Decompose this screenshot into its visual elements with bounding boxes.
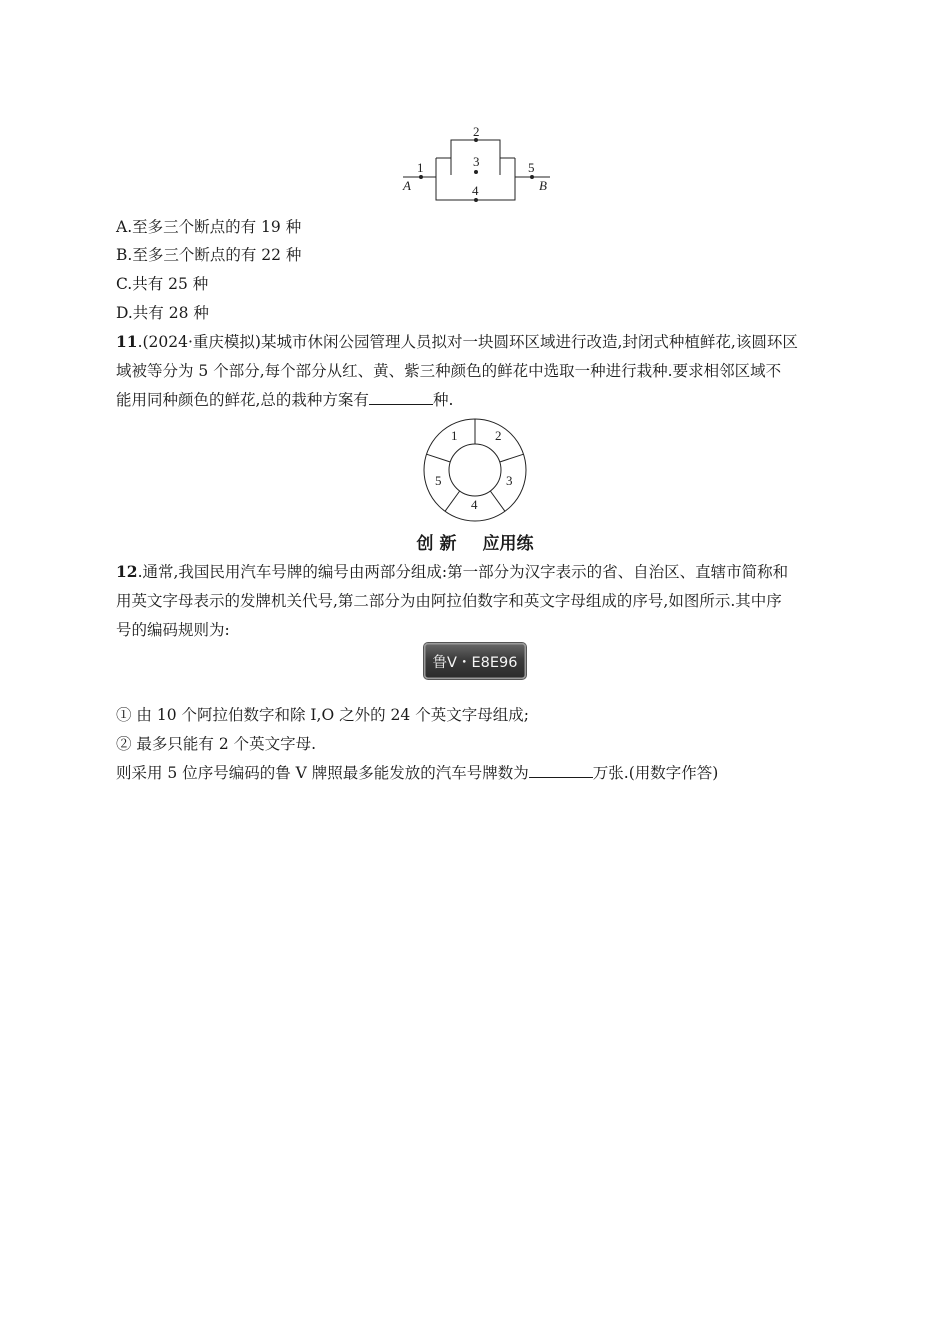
- section-title: 创新 应用练: [416, 534, 534, 554]
- ring-label-5: 5: [435, 473, 442, 488]
- q11-line3: 能用同种颜色的鲜花,总的栽种方案有 种.: [116, 391, 454, 409]
- label-4: 4: [472, 183, 479, 198]
- label-3: 3: [473, 154, 480, 169]
- label-2: 2: [473, 124, 480, 139]
- point-5: [530, 175, 534, 179]
- ring-label-2: 2: [495, 428, 502, 443]
- rule-2: ② 最多只能有 2 个英文字母.: [116, 735, 317, 753]
- license-plate: [424, 643, 526, 679]
- ring-diagram: [418, 418, 532, 522]
- ring-label-4: 4: [471, 497, 478, 512]
- rule-1: ① 由 10 个阿拉伯数字和除 I,O 之外的 24 个英文字母组成;: [116, 706, 529, 724]
- q11-number: 11: [116, 332, 138, 351]
- point-4: [474, 198, 478, 202]
- q12-line2: 用英文字母表示的发牌机关代号,第二部分为由阿拉伯数字和英文字母组成的序号,如图所示.其中序: [116, 592, 782, 610]
- option-b: B.至多三个断点的有 22 种: [116, 246, 302, 264]
- q12-line1: 12.通常,我国民用汽车号牌的编号由两部分组成:第一部分为汉字表示的省、自治区、直辖市简称和: [116, 562, 789, 581]
- ring-label-3: 3: [506, 473, 513, 488]
- label-1: 1: [417, 160, 424, 175]
- label-b: B: [539, 178, 547, 193]
- plate-text: 鲁V・E8E96: [432, 654, 518, 671]
- label-a: A: [403, 178, 411, 193]
- q12-number: 12: [116, 562, 138, 581]
- answer-blank[interactable]: [369, 390, 433, 405]
- point-1: [419, 175, 423, 179]
- label-5: 5: [528, 160, 535, 175]
- q11-line1: 11.(2024·重庆模拟)某城市休闲公园管理人员拟对一块圆环区域进行改造,封闭式种植鲜花,该圆环区: [116, 332, 798, 351]
- ring-label-1: 1: [451, 428, 458, 443]
- q12-line3: 号的编码规则为:: [116, 621, 230, 639]
- option-a: A.至多三个断点的有 19 种: [116, 218, 302, 236]
- option-c: C.共有 25 种: [116, 275, 209, 293]
- q12-last-line: 则采用 5 位序号编码的鲁 V 牌照最多能发放的汽车号牌数为 万张.(用数字作答): [116, 764, 719, 782]
- q11-line2: 域被等分为 5 个部分,每个部分从红、黄、紫三种颜色的鲜花中选取一种进行栽种.要求相邻区域不: [116, 362, 782, 380]
- circuit-diagram: [395, 120, 560, 205]
- point-3: [474, 170, 478, 174]
- option-d: D.共有 28 种: [116, 304, 209, 322]
- answer-blank-2[interactable]: [529, 763, 593, 778]
